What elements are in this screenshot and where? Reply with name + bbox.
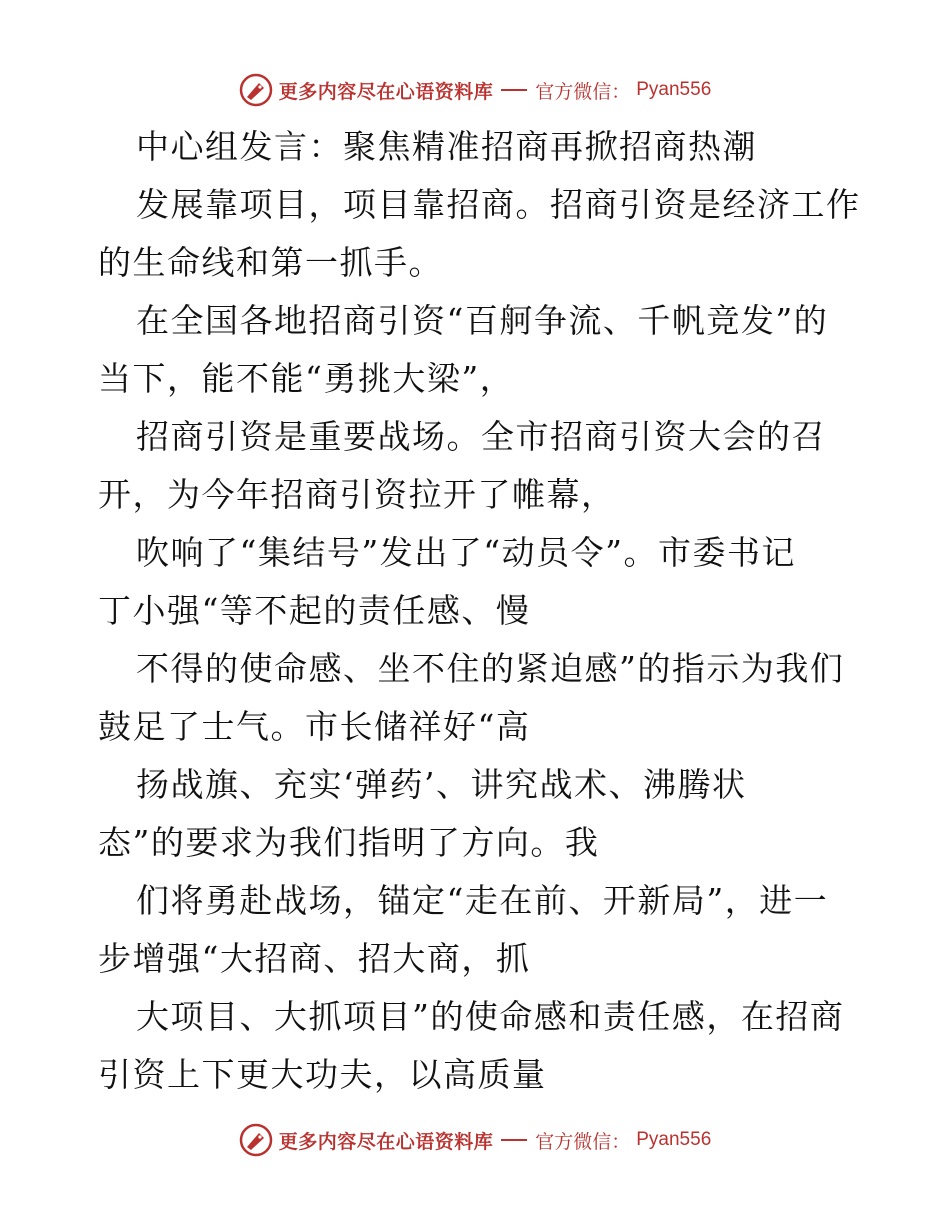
text-line: 丁小强“等不起的责任感、慢 <box>98 591 531 630</box>
text-line: 当下，能不能“勇挑大梁”， <box>98 359 515 398</box>
header-banner <box>0 70 950 110</box>
document-body <box>98 118 861 1104</box>
text-line: 吹响了“集结号”发出了“动员令”。市委书记 <box>136 533 796 572</box>
text-line: 大项目、大抓项目”的使命感和责任感，在招商 <box>136 997 845 1036</box>
text-line: 们将勇赴战场，锚定“走在前、开新局”，进一 <box>136 881 829 920</box>
banner-account-id: Pyan556 <box>636 79 712 100</box>
banner-account-label: 官方微信： <box>535 1130 631 1153</box>
text-line: 引资上下更大功夫，以高质量 <box>98 1055 547 1094</box>
text-line: 招商引资是重要战场。全市招商引资大会的召 <box>136 417 826 456</box>
text-line: 发展靠项目，项目靠招商。招商引资是经济工作 <box>136 185 861 224</box>
banner-dash <box>501 1139 527 1141</box>
document-title: 中心组发言：聚焦精准招商再掀招商热潮 <box>136 127 757 166</box>
text-line: 开，为今年招商引资拉开了帷幕， <box>98 475 616 514</box>
banner-text: 更多内容尽在心语资料库 <box>278 1130 494 1153</box>
footer-banner <box>0 1120 950 1160</box>
text-line: 鼓足了士气。市长储祥好“高 <box>98 707 531 746</box>
banner-dash <box>501 89 527 91</box>
banner-text: 更多内容尽在心语资料库 <box>278 80 494 103</box>
text-line: 步增强“大招商、招大商，抓 <box>98 939 531 978</box>
pen-nib-logo-icon <box>239 73 273 107</box>
text-line: 在全国各地招商引资“百舸争流、千帆竞发”的 <box>136 301 829 340</box>
text-line: 不得的使命感、坐不住的紧迫感”的指示为我们 <box>136 649 845 688</box>
text-line: 态”的要求为我们指明了方向。我 <box>98 823 600 862</box>
banner-account-label: 官方微信： <box>535 80 631 103</box>
text-line: 的生命线和第一抓手。 <box>98 243 443 282</box>
text-line: 扬战旗、充实‘弹药’、讲究战术、沸腾状 <box>136 765 747 804</box>
pen-nib-logo-icon <box>239 1123 273 1157</box>
banner-account-id: Pyan556 <box>636 1129 712 1150</box>
